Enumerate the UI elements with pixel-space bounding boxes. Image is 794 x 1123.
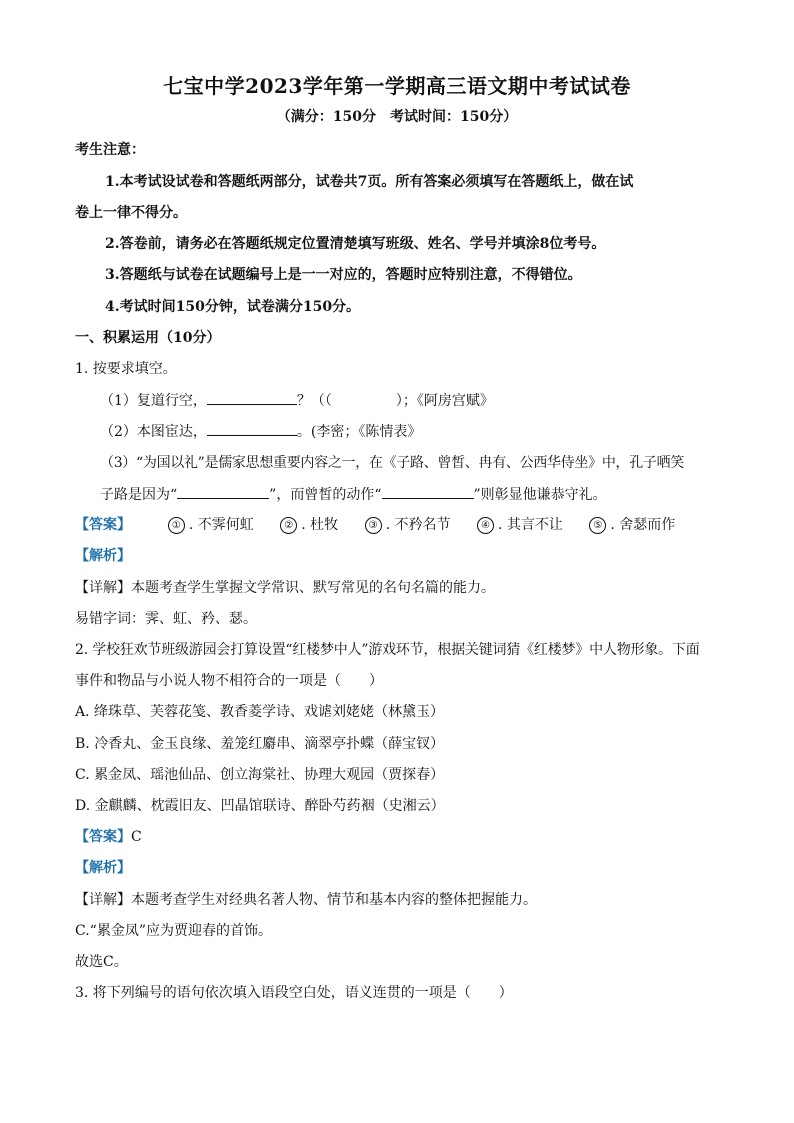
q2-answer-line <box>75 827 142 847</box>
q2-option-c: C. 累金凤、瑶池仙品、创立海棠社、协理大观园（贾探春） <box>75 767 445 783</box>
answer-text: . 不矜名节 <box>385 517 451 533</box>
q1-sub1-text-a: （1）复道行空， <box>100 393 207 409</box>
q1-sub1-blank <box>207 390 297 405</box>
answer-text: . 其言不让 <box>497 517 563 533</box>
q2-stem-line1: 2. 学校狂欢节班级游园会打算设置“红楼梦中人”游戏环节，根据关键词猜《红楼梦》中人物形象。下面 <box>75 642 700 658</box>
q2-option-a: A. 绛珠草、芙蓉花笺、教香菱学诗、戏谑刘姥姥（林黛玉） <box>75 704 445 720</box>
notice-item-1-cont: 卷上一律不得分。 <box>75 205 187 221</box>
q1-detail: 【详解】本题考查学生掌握文学常识、默写常见的名句名篇的能力。 <box>75 580 495 596</box>
answer-number-badge: ② <box>280 517 297 534</box>
q1-sub2 <box>100 421 421 442</box>
answer-number-badge: ① <box>168 517 185 534</box>
q1-sub1-text-b: ？（（ <box>296 393 332 409</box>
notice-item-1: 1.本考试设试卷和答题纸两部分，试卷共7页。所有答案必须填写在答题纸上，做在试 <box>105 174 634 190</box>
notice-item-4: 4.考试时间150分钟，试卷满分150分。 <box>105 299 361 315</box>
q1-sub1 <box>100 390 494 411</box>
q1-sub1-text-c: ）；《阿房宫赋》 <box>395 393 494 409</box>
answer-tag: 【答案】 <box>75 517 131 533</box>
answer-text: . 不霁何虹 <box>188 517 254 533</box>
q1-stem: 1. 按要求填空。 <box>75 361 177 377</box>
answer-item-4 <box>477 515 563 535</box>
q3-stem: 3. 将下列编号的语句依次填入语段空白处，语义连贯的一项是（ ） <box>75 985 513 1001</box>
page-title: 七宝中学2023学年第一学期高三语文期中考试试卷 <box>163 74 631 98</box>
q2-conclusion: 故选C。 <box>75 954 128 970</box>
answer-item-1 <box>168 515 254 535</box>
q2-explain: C.“累金凤”应为贾迎春的首饰。 <box>75 923 272 939</box>
section-heading: 一、积累运用（10分） <box>75 330 221 346</box>
answer-text: . 杜牧 <box>301 517 339 533</box>
analysis-tag: 【解析】 <box>75 548 131 564</box>
analysis-tag: 【解析】 <box>75 860 131 876</box>
q1-sub3-blank-1 <box>177 484 269 499</box>
q1-sub3-line1: （3）“为国以礼”是儒家思想重要内容之一，在《子路、曾皙、冉有、公西华侍坐》中，孔子哂笑 <box>100 455 685 471</box>
q2-option-d: D. 金麒麟、枕霞旧友、凹晶馆联诗、醉卧芍药裀（史湘云） <box>75 798 445 814</box>
q2-answer: C <box>131 829 142 845</box>
q1-answer-line <box>75 515 697 535</box>
q1-sub2-text-a: （2）本图宦达， <box>100 424 207 440</box>
exam-subtitle: （满分：150分 考试时间：150分） <box>276 109 518 125</box>
q2-detail: 【详解】本题考查学生对经典名著人物、情节和基本内容的整体把握能力。 <box>75 892 537 908</box>
answer-number-badge: ④ <box>477 517 494 534</box>
q1-sub3-blank-2 <box>382 484 474 499</box>
q1-sub2-blank <box>207 421 297 436</box>
answer-tag: 【答案】 <box>75 829 131 845</box>
q1-sub3-line2 <box>100 484 607 505</box>
notice-heading: 考生注意： <box>75 142 145 158</box>
q1-sub3-text-a: 子路是因为“ <box>100 487 178 503</box>
q2-option-b: B. 冷香丸、金玉良缘、羞笼红麝串、滴翠亭扑蝶（薛宝钗） <box>75 736 445 752</box>
q1-sub3-text-b: ”，而曾皙的动作“ <box>269 487 382 503</box>
answer-item-5 <box>589 515 675 535</box>
answer-number-badge: ⑤ <box>589 517 606 534</box>
answer-item-3 <box>365 515 451 535</box>
answer-number-badge: ③ <box>365 517 382 534</box>
answer-item-2 <box>280 515 338 535</box>
q1-note: 易错字词：霁、虹、矜、瑟。 <box>75 611 257 627</box>
notice-item-3: 3.答题纸与试卷在试题编号上是一一对应的，答题时应特别注意，不得错位。 <box>105 267 582 283</box>
q1-sub3-text-c: ”则彰显他谦恭守礼。 <box>473 487 607 503</box>
q2-stem-line2: 事件和物品与小说人物不相符合的一项是（ ） <box>75 673 383 689</box>
answer-text: . 舍瑟而作 <box>610 517 676 533</box>
q1-sub2-text-b: 。(李密；《陈情表》 <box>296 424 422 440</box>
notice-item-2: 2.答卷前，请务必在答题纸规定位置清楚填写班级、姓名、学号并填涂8位考号。 <box>105 236 606 252</box>
